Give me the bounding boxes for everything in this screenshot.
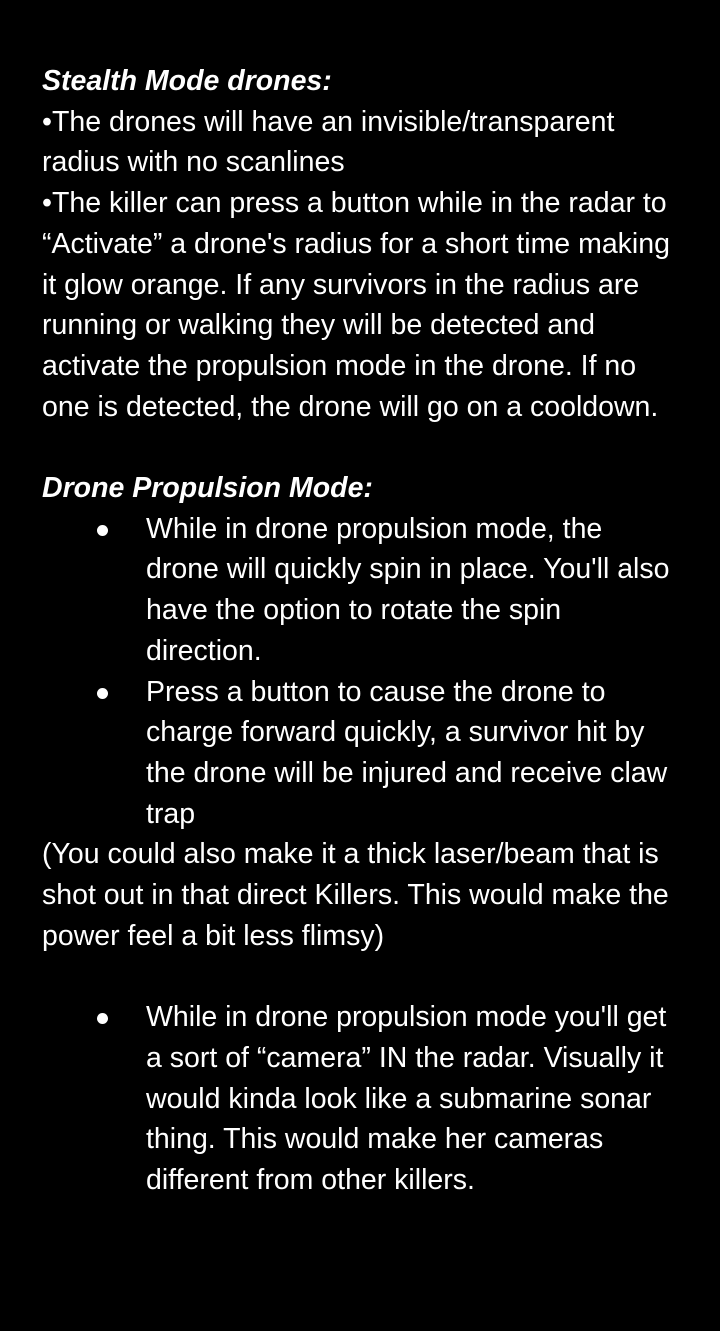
- stealth-mode-section: [42, 61, 680, 427]
- stealth-mode-heading: Stealth Mode drones:: [42, 65, 332, 97]
- bullet-icon: [97, 688, 108, 699]
- propulsion-bullet-list-a: [42, 509, 680, 835]
- stealth-point-1: •The drones will have an invisible/transparent radius with no scanlines: [42, 105, 615, 179]
- list-item-text: While in drone propulsion mode, the drone will quickly spin in place. You'll also have the option to rotate the spin direction.: [146, 512, 670, 667]
- list-item: [42, 672, 680, 835]
- propulsion-mode-section: [42, 468, 680, 1201]
- bullet-icon: [97, 525, 108, 536]
- list-item-text: While in drone propulsion mode you'll get a sort of “camera” IN the radar. Visually it would kinda look like a submarine sonar thing. This would make her cameras different from other killers.: [146, 1001, 667, 1196]
- list-item: [42, 509, 680, 672]
- stealth-point-2: •The killer can press a button while in the radar to “Activate” a drone's radius for a short time making it glow orange. If any survivors in the radius are running or walking they will be detected and activate the propulsion mode in the drone. If no one is detected, the drone will go on a cooldown.: [42, 187, 670, 423]
- list-item-text: Press a button to cause the drone to charge forward quickly, a survivor hit by the drone will be injured and receive claw trap: [146, 675, 668, 830]
- spacer: [42, 956, 680, 997]
- spacer: [42, 427, 680, 468]
- propulsion-note: (You could also make it a thick laser/beam that is shot out in that direct Killers. This would make the power feel a bit less flimsy): [42, 838, 669, 952]
- bullet-icon: [97, 1013, 108, 1024]
- propulsion-bullet-list-b: [42, 997, 680, 1201]
- list-item: [42, 997, 680, 1201]
- propulsion-mode-heading: Drone Propulsion Mode:: [42, 472, 373, 505]
